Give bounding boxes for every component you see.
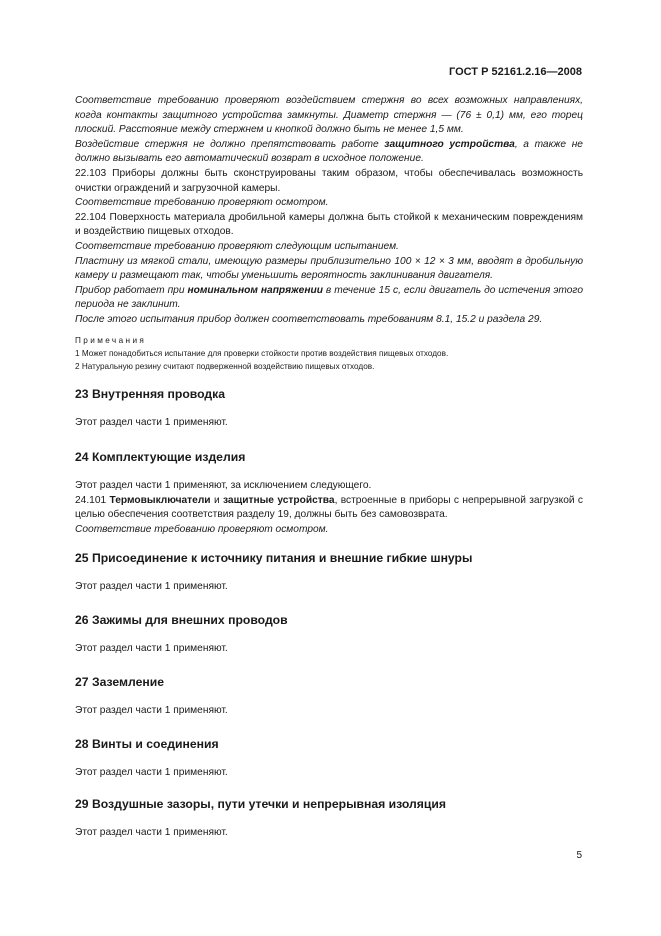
- section-27-text: Этот раздел части 1 применяют.: [75, 705, 228, 716]
- section-23: [75, 386, 583, 431]
- term-rated-voltage: номинальном напряжении: [187, 284, 323, 296]
- section-25-text: Этот раздел части 1 применяют.: [75, 581, 228, 592]
- paragraph-after-test: После этого испытания прибор должен соответствовать требованиям 8.1, 15.2 и раздела 29.: [75, 313, 543, 325]
- notes-block: [75, 334, 583, 373]
- section-29-title: 29 Воздушные зазоры, пути утечки и непрерывная изоляция: [75, 797, 446, 811]
- section-29: [75, 796, 583, 841]
- section-24-title: 24 Комплектующие изделия: [75, 450, 246, 464]
- paragraph-steel-plate: Пластину из мягкой стали, имеющую размеры приблизительно 100 × 12 × 3 мм, вводят в дробильную камеру и размещают так, чтобы уменьшить вероятность заклинивания двигателя.: [75, 255, 583, 282]
- section-26: [75, 612, 583, 657]
- paragraph-rated-voltage: [75, 284, 583, 313]
- term-protective-device: защитного устройства: [384, 138, 515, 150]
- text-run: и: [210, 494, 223, 506]
- term-protective-devices: защитные устройства: [223, 494, 335, 506]
- section-27-title: 27 Заземление: [75, 675, 165, 689]
- intro-block: [75, 94, 583, 373]
- section-28-title: 28 Винты и соединения: [75, 737, 219, 751]
- section-24-text: Этот раздел части 1 применяют, за исключением следующего.: [75, 480, 372, 491]
- compliance-test: Соответствие требованию проверяют следующим испытанием.: [75, 240, 399, 252]
- section-24-compliance: Соответствие требованию проверяют осмотром.: [75, 523, 329, 535]
- note-2: 2 Натуральную резину считают подверженной воздействию пищевых отходов.: [75, 361, 375, 371]
- note-1: 1 Может понадобиться испытание для проверки стойкости против воздействия пищевых отходов.: [75, 348, 449, 358]
- section-24: [75, 449, 583, 537]
- clause-22-104: 22.104 Поверхность материала дробильной камеры должна быть стойкой к механическим повреждениям и воздействию пищевых отходов.: [75, 211, 583, 238]
- section-25: [75, 550, 583, 595]
- section-29-text: Этот раздел части 1 применяют.: [75, 827, 228, 838]
- clause-24-101: [75, 494, 583, 523]
- text-run: в течение 15 с, если двигатель до истечения этого периода не заклинит.: [75, 284, 583, 311]
- term-thermal-cutout: Термовыключатели: [109, 494, 211, 506]
- section-23-title: 23 Внутренняя проводка: [75, 387, 226, 401]
- section-27: [75, 674, 583, 719]
- paragraph-rod-test: Соответствие требованию проверяют воздействием стержня во всех возможных направлениях, когда контакты защитного устройства замкнуты. Диаметр стержня — (76 ± 0,1) мм, его торец плоский. Расстояние между стержнем и кнопкой должно быть не менее 1,5 мм.: [75, 95, 583, 136]
- notes-title: Примечания: [75, 335, 147, 345]
- paragraph-rod-effect: [75, 138, 583, 167]
- document-header: ГОСТ Р 52161.2.16—2008: [448, 66, 582, 78]
- text-run: 24.101: [75, 494, 110, 506]
- section-23-text: Этот раздел части 1 применяют.: [75, 417, 228, 428]
- text-run: , а также не должно вызывать его автоматический возврат в исходное положение.: [75, 138, 583, 165]
- section-28: [75, 736, 583, 781]
- section-25-title: 25 Присоединение к источнику питания и внешние гибкие шнуры: [75, 551, 473, 565]
- section-28-text: Этот раздел части 1 применяют.: [75, 767, 228, 778]
- section-26-text: Этот раздел части 1 применяют.: [75, 643, 228, 654]
- compliance-inspection: Соответствие требованию проверяют осмотром.: [75, 197, 329, 209]
- text-run: Воздействие стержня не должно препятствовать работе: [75, 138, 385, 150]
- page-number: 5: [576, 850, 582, 861]
- section-26-title: 26 Зажимы для внешних проводов: [75, 613, 288, 627]
- text-run: , встроенные в приборы с непрерывной загрузкой с целью обеспечения соответствия разделу 19, должны быть без самовозврата.: [75, 494, 583, 521]
- clause-22-103: 22.103 Приборы должны быть сконструированы таким образом, чтобы обеспечивалась возможность очистки ограждений и загрузочной камеры.: [75, 167, 583, 194]
- text-run: Прибор работает при: [75, 284, 188, 296]
